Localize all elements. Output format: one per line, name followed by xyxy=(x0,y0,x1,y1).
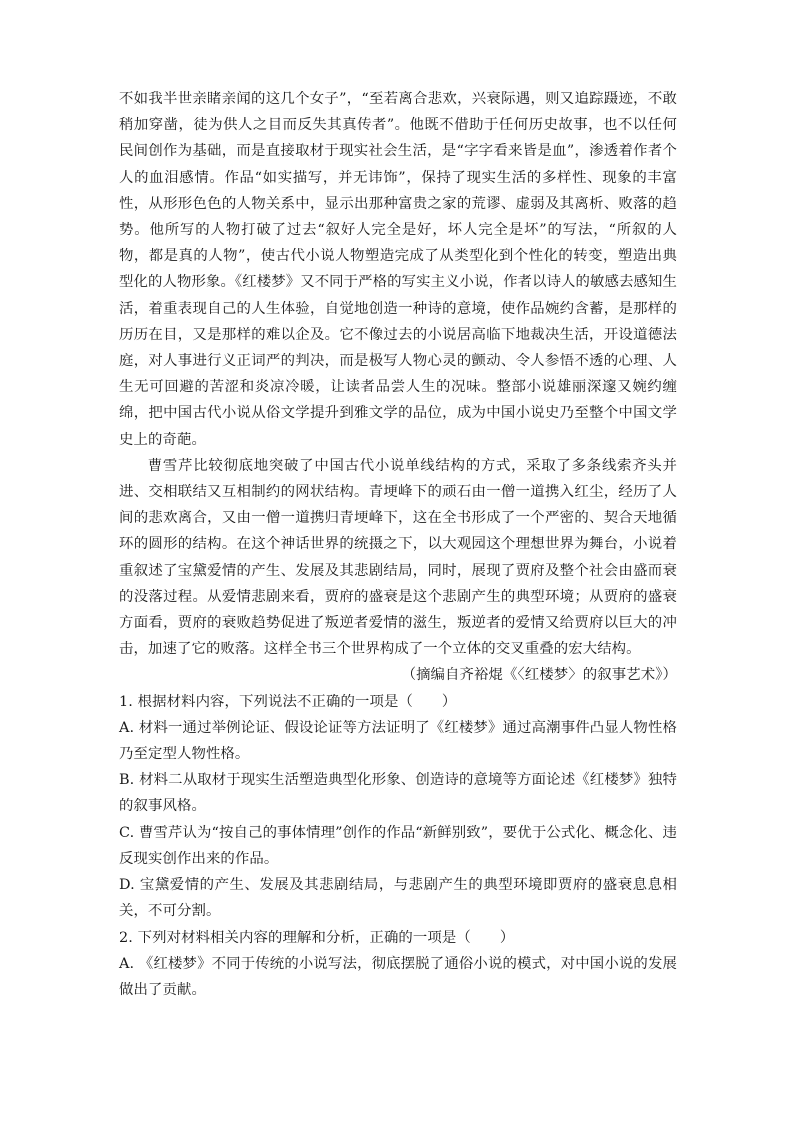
option-d: D. 宝黛爱情的产生、发展及其悲剧结局，与悲剧产生的典型环境即贾府的盛衰息息相关，不可分割。 xyxy=(119,877,677,920)
question-2 xyxy=(119,925,677,1004)
document-page xyxy=(119,86,677,1003)
question-stem: 1. 根据材料内容，下列说法不正确的一项是（ ） xyxy=(119,693,457,710)
option-a: A. 《红楼梦》不同于传统的小说写法，彻底摆脱了通俗小说的模式，对中国小说的发展做出了贡献。 xyxy=(119,955,677,998)
option-b: B. 材料二从取材于现实生活塑造典型化形象、创造诗的意境等方面论述《红楼梦》独特的叙事风格。 xyxy=(119,772,677,815)
passage-paragraph-1: 不如我半世亲睹亲闻的这几个女子”，“至若离合悲欢，兴衰际遇，则又追踪蹑迹，不敢稍加穿凿，徒为供人之目而反失其真传者”。他既不借助于任何历史故事，也不以任何民间创作为基础，而是直接取材于现实社会生活，是“字字看来皆是血”，渗透着作者个人的血泪感情。作品“如实描写，并无讳饰”，保持了现实生活的多样性、现象的丰富性，从形形色色的人物关系中，显示出那种富贵之家的荒谬、虚弱及其离析、败落的趋势。他所写的人物打破了过去“叙好人完全是好，坏人完全是坏”的写法，“所叙的人物，都是真的人物”，使古代小说人物塑造完成了从类型化到个性化的转变，塑造出典型化的人物形象。《红楼梦》又不同于严格的写实主义小说，作者以诗人的敏感去感知生活，着重表现自己的人生体验，自觉地创造一种诗的意境，使作品婉约含蓄，是那样的历历在目，又是那样的难以企及。它不像过去的小说居高临下地裁决生活，开设道德法庭，对人事进行义正词严的判决，而是极写人物心灵的颤动、令人参悟不透的心理、人生无可回避的苦涩和炎凉冷暖，让读者品尝人生的况味。整部小说雄丽深邃又婉约缠绵，把中国古代小说从俗文学提升到雅文学的品位，成为中国小说史乃至整个中国文学史上的奇葩。 xyxy=(119,91,677,448)
passage-source: （摘编自齐裕焜《〈红楼梦〉的叙事艺术》） xyxy=(401,667,677,684)
passage-paragraph-2: 曹雪芹比较彻底地突破了中国古代小说单线结构的方式，采取了多条线索齐头并进、交相联结又互相制约的网状结构。青埂峰下的顽石由一僧一道携入红尘，经历了人间的悲欢离合，又由一僧一道携归青埂峰下，这在全书形成了一个严密的、契合天地循环的圆形的结构。在这个神话世界的统摄之下，以大观园这个理想世界为舞台，小说着重叙述了宝黛爱情的产生、发展及其悲剧结局，同时，展现了贾府及整个社会由盛而衰的没落过程。从爱情悲剧来看，贾府的盛衰是这个悲剧产生的典型环境；从贾府的盛衰方面看，贾府的衰败趋势促进了叛逆者爱情的滋生，叛逆者的爱情又给贾府以巨大的冲击，加速了它的败落。这样全书三个世界构成了一个立体的交叉重叠的宏大结构。 xyxy=(119,457,677,658)
option-a: A. 材料一通过举例论证、假设论证等方法证明了《红楼梦》通过高潮事件凸显人物性格乃至定型人物性格。 xyxy=(119,719,677,763)
question-1 xyxy=(119,689,677,925)
question-stem: 2. 下列对材料相关内容的理解和分析，正确的一项是（ ） xyxy=(119,929,515,946)
option-c: C. 曹雪芹认为“按自己的事体情理”创作的作品“新鲜别致”，要优于公式化、概念化、违反现实创作出来的作品。 xyxy=(119,824,677,867)
